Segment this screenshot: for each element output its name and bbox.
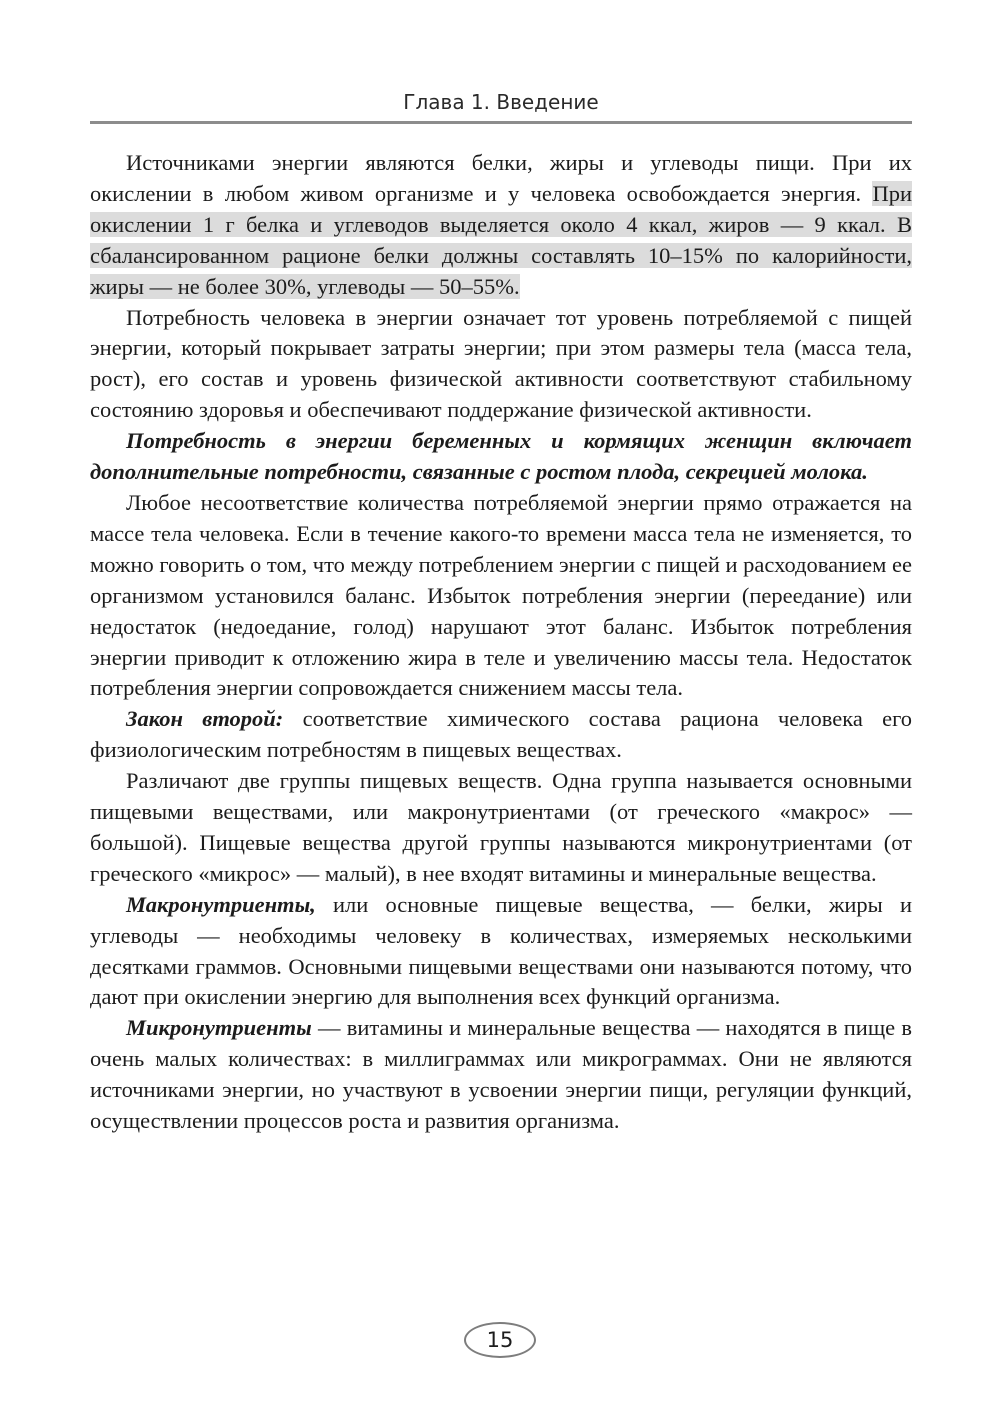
paragraph-text: Любое несоответствие количества потребляемой энергии прямо отражается на массе тела человека. Если в течение какого-то времени масса тела не изменяется, то можно говорить о том, что между потреблением энергии с пищей и расходованием ее организмом установился баланс. Избыток потребления энергии (переедание) или недостаток (недоедание, голод) нарушают этот баланс. Избыток потребления энергии приводит к отложению жира в теле и увеличению массы тела. Недостаток потребления энергии сопровождается снижением массы тела.: [90, 489, 912, 701]
highlighted-text: При окислении 1 г белка и углеводов выделяется около 4 ккал, жиров — 9 ккал. В сбалансированном рационе белки должны составлять 10–15% по калорийности, жиры — не более 30%, углеводы — 50–55%.: [90, 180, 912, 299]
paragraph-second-law: [90, 704, 912, 766]
lead-term: Закон второй:: [126, 706, 284, 732]
paragraph-energy-balance: [90, 488, 912, 704]
lead-term: Макронутриенты,: [126, 891, 316, 917]
paragraph-text: соответствие химического состава рациона человека его физиологическим потребностям в пищевых веществах.: [90, 706, 912, 763]
paragraph-text: или основные пищевые вещества, — белки, жиры и углеводы — необходимы человеку в количествах, измеряемых несколькими десятками граммов. Основными пищевыми веществами они называются потому, что дают при окислении энергию для выполнения всех функций организма.: [90, 891, 912, 1010]
paragraph-micronutrients: [90, 1013, 912, 1137]
paragraph-text: Потребность человека в энергии означает тот уровень потребляемой с пищей энергии, который покрывает затраты энергии; при этом размеры тела (масса тела, рост), его состав и уровень физической активности соответствуют стабильному состоянию здоровья и обеспечивают поддержание физической активности.: [90, 304, 912, 423]
paragraph-text: — витамины и минеральные вещества — находятся в пище в очень малых количествах: в миллиграммах или микрограммах. Они не являются источниками энергии, но участвуют в усвоении энергии пищи, регуляции функций, осуществлении процессов роста и развития организма.: [90, 1015, 912, 1134]
page-number: 15: [464, 1322, 536, 1358]
paragraph-pregnancy-note: [90, 426, 912, 488]
paragraph-macronutrients: [90, 890, 912, 1014]
running-head: Глава 1. Введение: [403, 90, 599, 114]
paragraph-energy-sources: [90, 148, 912, 303]
paragraph-nutrient-groups: [90, 766, 912, 890]
paragraph-energy-need: [90, 303, 912, 427]
emphasis-text: Потребность в энергии беременных и кормящих женщин включает дополнительные потребности, связанные с ростом плода, секрецией молока.: [90, 428, 912, 485]
paragraph-text: Источниками энергии являются белки, жиры и углеводы пищи. При их окислении в любом живом организме и у человека освобождается энергия.: [90, 150, 912, 206]
body-text: [90, 148, 912, 1137]
lead-term: Микронутриенты: [126, 1015, 312, 1041]
header-rule: [90, 121, 912, 124]
paragraph-text: Различают две группы пищевых веществ. Одна группа называется основными пищевыми веществами, или макронутриентами (от греческого «макрос» — большой). Пищевые вещества другой группы называются микронутриентами (от греческого «микрос» — малый), в нее входят витамины и минеральные вещества.: [90, 768, 912, 886]
